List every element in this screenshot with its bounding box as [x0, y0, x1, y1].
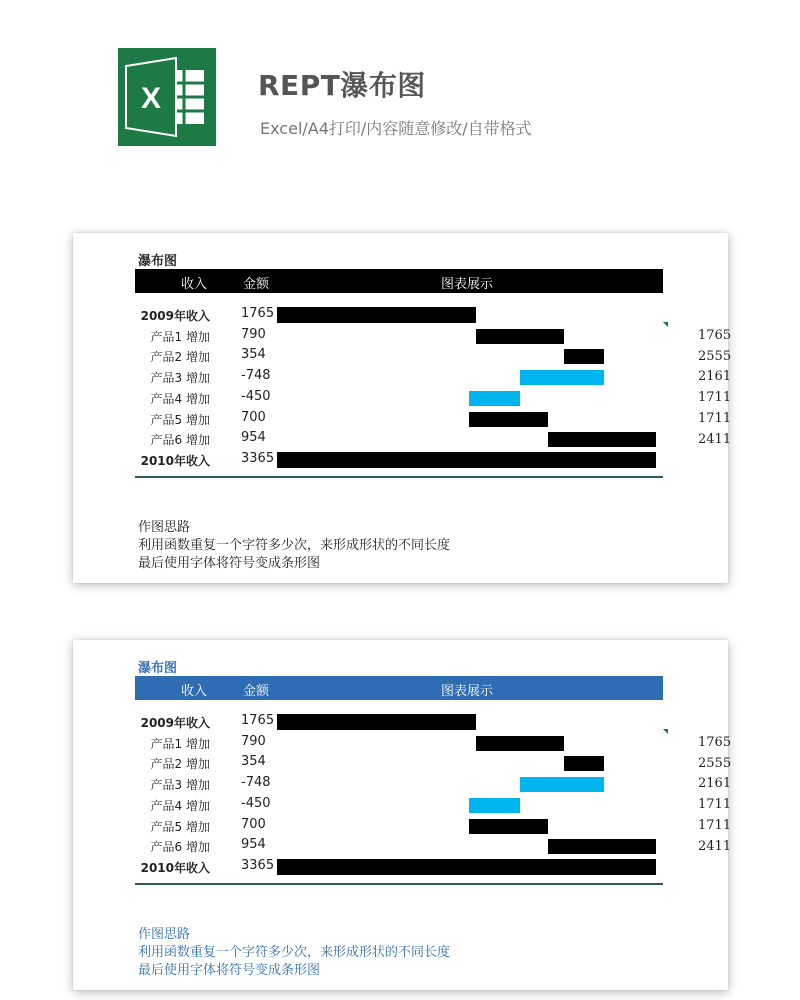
table-header — [135, 269, 663, 293]
note-heading: 作图思路 — [138, 520, 191, 535]
row-amount: -450 — [241, 388, 271, 404]
running-total-value: 1711 — [698, 797, 732, 813]
column-header-chart: 图表展示 — [441, 684, 494, 699]
decrease-bar — [469, 391, 520, 406]
page-title: REPT瀑布图 — [258, 69, 426, 102]
running-total-value: 1711 — [698, 410, 732, 426]
row-label: 产品1 增加 — [150, 736, 210, 751]
row-label: 产品3 增加 — [150, 371, 210, 386]
table-row — [73, 857, 728, 877]
column-header-amount: 金额 — [243, 277, 270, 292]
running-total-value: 2411 — [698, 838, 732, 854]
total-bar — [277, 714, 476, 730]
bottom-rule — [135, 476, 663, 478]
decrease-bar — [520, 777, 604, 792]
row-amount: 790 — [241, 733, 266, 749]
row-label: 产品2 增加 — [150, 350, 210, 365]
table-row — [73, 409, 728, 429]
note-line: 利用函数重复一个字符多少次，来形成形状的不同长度 — [138, 945, 451, 960]
row-amount: 700 — [241, 816, 266, 832]
table-row — [73, 388, 728, 408]
row-amount: 954 — [241, 837, 266, 853]
row-label: 2009年收入 — [140, 716, 210, 730]
running-total-value: 2161 — [698, 776, 732, 792]
note-line: 利用函数重复一个字符多少次，来形成形状的不同长度 — [138, 538, 451, 553]
table-row — [73, 305, 728, 325]
bottom-rule — [135, 883, 663, 885]
column-header-income: 收入 — [181, 684, 208, 699]
running-total-value: 2555 — [698, 755, 732, 771]
row-label: 产品6 增加 — [150, 840, 210, 855]
cell-comment-marker-icon — [663, 322, 668, 327]
row-label: 产品4 增加 — [150, 798, 210, 813]
running-total-value: 2411 — [698, 431, 732, 447]
note-line: 最后使用字体将符号变成条形图 — [138, 963, 321, 978]
total-bar — [277, 452, 656, 468]
card-title: 瀑布图 — [138, 254, 178, 269]
waterfall-card-blue — [73, 640, 732, 990]
increase-bar — [476, 736, 565, 751]
excel-logo-icon — [118, 48, 216, 146]
table-row — [73, 326, 728, 346]
running-total-value: 2555 — [698, 348, 732, 364]
row-label: 产品2 增加 — [150, 757, 210, 772]
row-amount: -450 — [241, 795, 271, 811]
row-label: 产品3 增加 — [150, 778, 210, 793]
increase-bar — [469, 819, 548, 834]
row-label: 2010年收入 — [140, 453, 210, 468]
running-total-value: 1765 — [698, 328, 732, 343]
row-label: 产品6 增加 — [150, 433, 210, 448]
total-bar — [277, 307, 476, 323]
running-total-value: 1711 — [698, 817, 732, 833]
waterfall-card-black — [73, 233, 732, 583]
table-header — [135, 676, 663, 700]
table-row — [73, 795, 728, 815]
total-bar — [277, 859, 656, 875]
increase-bar — [564, 756, 604, 771]
row-amount: 3365 — [241, 857, 275, 873]
row-label: 产品5 增加 — [150, 412, 210, 427]
increase-bar — [548, 432, 655, 447]
cell-comment-marker-icon — [663, 729, 668, 734]
row-label: 2010年收入 — [140, 860, 210, 875]
table-row — [73, 450, 728, 470]
row-label: 产品5 增加 — [150, 819, 210, 834]
table-row — [73, 429, 728, 449]
decrease-bar — [520, 370, 604, 385]
column-header-amount: 金额 — [243, 684, 270, 699]
row-amount: 1765 — [241, 306, 275, 321]
row-label: 产品4 增加 — [150, 391, 210, 406]
increase-bar — [476, 329, 565, 344]
table-row — [73, 712, 728, 732]
increase-bar — [548, 839, 655, 854]
row-amount: 354 — [241, 754, 266, 770]
table-row — [73, 836, 728, 856]
note-line: 最后使用字体将符号变成条形图 — [138, 556, 321, 571]
row-amount: 1765 — [241, 713, 275, 728]
running-total-value: 1711 — [698, 390, 732, 406]
row-amount: -748 — [241, 368, 271, 384]
table-row — [73, 733, 728, 753]
column-header-chart: 图表展示 — [441, 277, 494, 292]
table-row — [73, 753, 728, 773]
row-label: 2009年收入 — [140, 309, 210, 323]
column-header-income: 收入 — [181, 277, 208, 292]
row-amount: 700 — [241, 409, 266, 425]
note-heading: 作图思路 — [138, 927, 191, 942]
row-amount: -748 — [241, 775, 271, 791]
row-amount: 954 — [241, 430, 266, 446]
running-total-value: 2161 — [698, 369, 732, 385]
table-row — [73, 346, 728, 366]
table-row — [73, 816, 728, 836]
page-subtitle: Excel/A4打印/内容随意修改/自带格式 — [260, 119, 532, 138]
increase-bar — [469, 412, 548, 427]
increase-bar — [564, 349, 604, 364]
row-amount: 790 — [241, 326, 266, 342]
running-total-value: 1765 — [698, 735, 732, 750]
table-row — [73, 774, 728, 794]
decrease-bar — [469, 798, 520, 813]
table-row — [73, 367, 728, 387]
svg-text:X: X — [140, 82, 162, 115]
row-label: 产品1 增加 — [150, 329, 210, 344]
card-title: 瀑布图 — [138, 661, 178, 676]
row-amount: 354 — [241, 347, 266, 363]
row-amount: 3365 — [241, 450, 275, 466]
